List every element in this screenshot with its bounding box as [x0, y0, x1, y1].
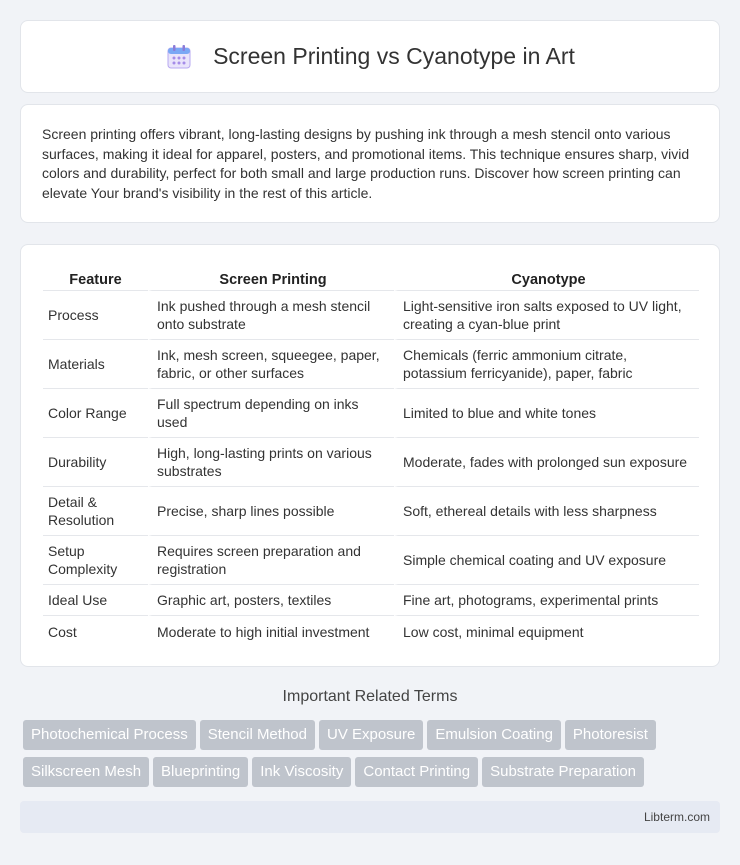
cyanotype-cell: Low cost, minimal equipment — [394, 616, 699, 647]
cyanotype-cell: Soft, ethereal details with less sharpness — [394, 487, 699, 536]
intro-text: Screen printing offers vibrant, long-lasting designs by pushing ink through a mesh stencil onto various surfaces, making it ideal for apparel, posters, and promotional items. This technique ensures sharp, vivid colors and durability, perfect for both small and large production runs. Discover how screen printing can elevate Your brand's visibility in the rest of this article. — [42, 126, 690, 201]
feature-cell: Materials — [43, 340, 148, 389]
table-row — [43, 536, 699, 585]
screen-printing-cell: Moderate to high initial investment — [148, 616, 394, 647]
cyanotype-cell: Chemicals (ferric ammonium citrate, potassium ferricyanide), paper, fabric — [394, 340, 699, 389]
related-term-tag[interactable]: Blueprinting — [153, 757, 248, 787]
column-header-cyanotype: Cyanotype — [394, 265, 699, 291]
cyanotype-cell: Fine art, photograms, experimental prints — [394, 585, 699, 616]
related-term-tag[interactable]: Stencil Method — [200, 720, 315, 750]
footer-site-link[interactable]: Libterm.com — [643, 810, 710, 824]
feature-cell: Process — [43, 291, 148, 340]
comparison-table — [43, 265, 699, 647]
screen-printing-cell: Graphic art, posters, textiles — [148, 585, 394, 616]
table-row — [43, 291, 699, 340]
screen-printing-cell: Requires screen preparation and registration — [148, 536, 394, 585]
screen-printing-cell: Ink, mesh screen, squeegee, paper, fabric, or other surfaces — [148, 340, 394, 389]
table-row — [43, 438, 699, 487]
comparison-card — [20, 244, 720, 667]
related-term-tag[interactable]: Contact Printing — [355, 757, 478, 787]
feature-cell: Detail & Resolution — [43, 487, 148, 536]
footer — [20, 801, 720, 833]
screen-printing-cell: Ink pushed through a mesh stencil onto substrate — [148, 291, 394, 340]
feature-cell: Cost — [48, 623, 77, 640]
table-row — [43, 389, 699, 438]
feature-cell: Setup Complexity — [43, 536, 148, 585]
calendar-icon — [165, 43, 193, 71]
related-term-tag[interactable]: Silkscreen Mesh — [23, 757, 149, 787]
screen-printing-cell: Full spectrum depending on inks used — [148, 389, 394, 438]
related-term-tag[interactable]: Photochemical Process — [23, 720, 196, 750]
screen-printing-cell: Precise, sharp lines possible — [148, 487, 394, 536]
cyanotype-cell: Light-sensitive iron salts exposed to UV light, creating a cyan-blue print — [394, 291, 699, 340]
intro-card — [20, 104, 720, 223]
table-row — [43, 585, 699, 616]
related-term-tag[interactable]: Ink Viscosity — [252, 757, 351, 787]
table-row — [43, 487, 699, 536]
column-header-feature: Feature — [43, 265, 148, 291]
related-terms-title: Important Related Terms — [282, 688, 458, 705]
column-header-screen-printing: Screen Printing — [148, 265, 394, 291]
feature-cell: Color Range — [43, 389, 148, 438]
related-term-tag[interactable]: Emulsion Coating — [427, 720, 561, 750]
screen-printing-cell: High, long-lasting prints on various substrates — [148, 438, 394, 487]
table-row — [43, 616, 699, 647]
feature-cell: Durability — [43, 438, 148, 487]
related-terms-list — [23, 720, 723, 794]
cyanotype-cell: Moderate, fades with prolonged sun exposure — [394, 438, 699, 487]
page-title: Screen Printing vs Cyanotype in Art — [213, 43, 575, 69]
title-card — [20, 20, 720, 93]
cyanotype-cell: Simple chemical coating and UV exposure — [394, 536, 699, 585]
table-header-row — [43, 265, 699, 291]
feature-cell: Ideal Use — [43, 585, 148, 616]
related-term-tag[interactable]: Substrate Preparation — [482, 757, 644, 787]
cyanotype-cell: Limited to blue and white tones — [394, 389, 699, 438]
related-term-tag[interactable]: Photoresist — [565, 720, 656, 750]
related-term-tag[interactable]: UV Exposure — [319, 720, 423, 750]
table-row — [43, 340, 699, 389]
